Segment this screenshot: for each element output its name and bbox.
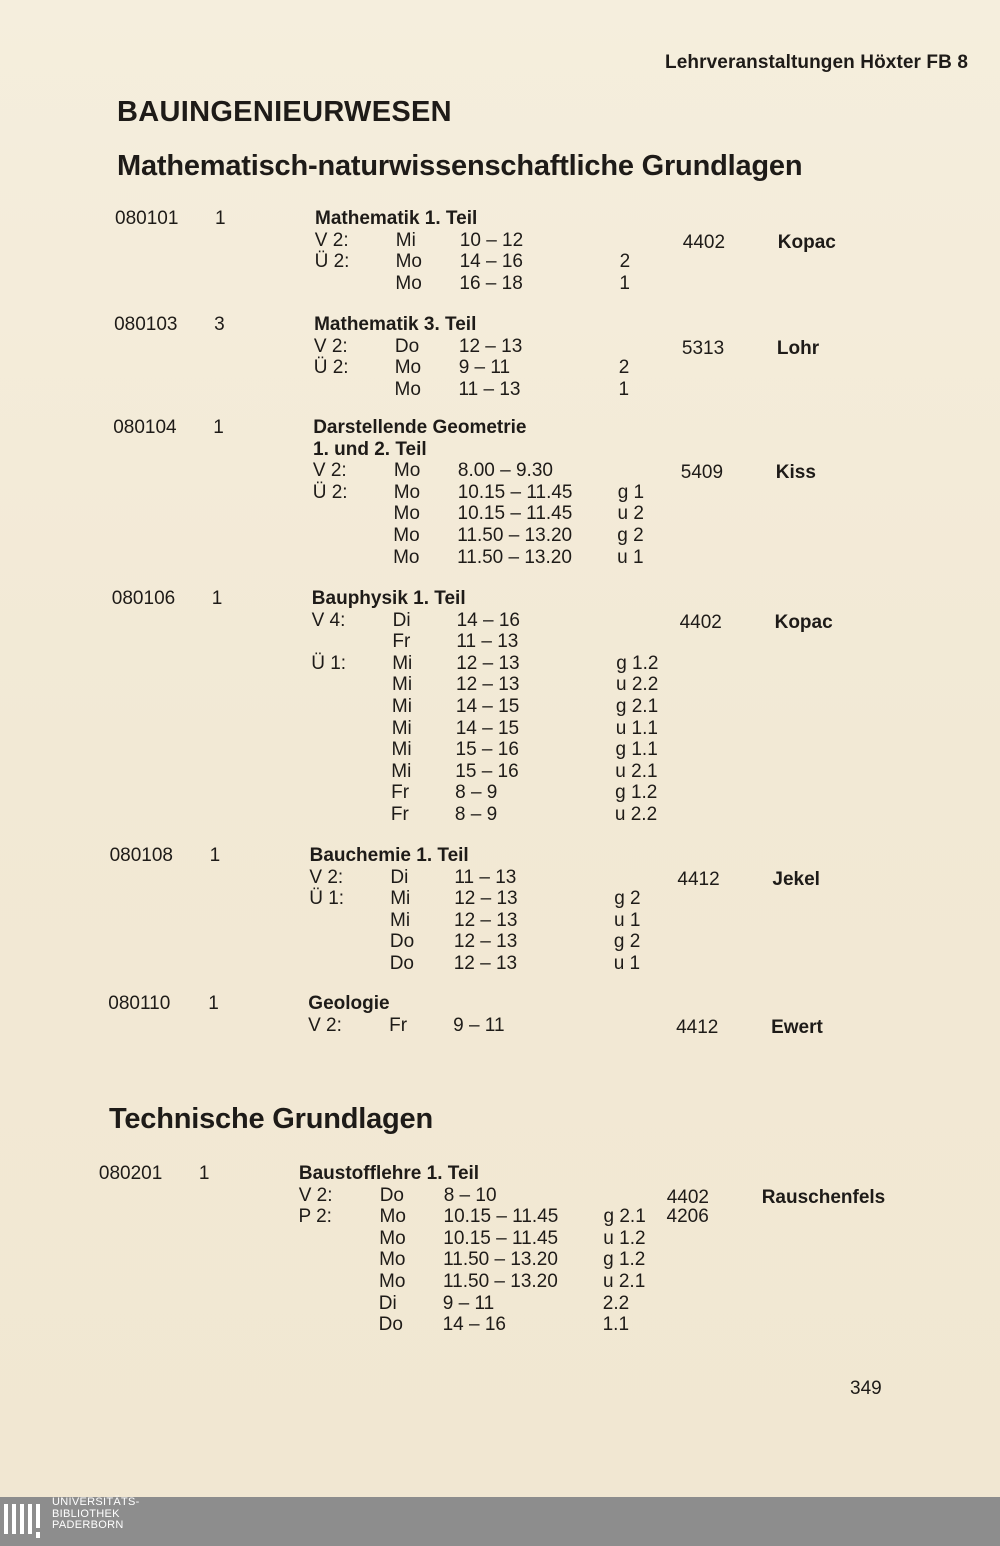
course-lecturer: Kiss bbox=[775, 462, 816, 484]
library-footer bbox=[0, 1497, 1000, 1546]
session-group: u 1.1 bbox=[615, 717, 658, 739]
session-group: 2 bbox=[619, 251, 631, 273]
session-time: 12 – 13 bbox=[453, 931, 518, 953]
session-group: 1.1 bbox=[602, 1314, 630, 1336]
course-number: 080101 bbox=[115, 208, 179, 229]
session-group: u 1 bbox=[614, 909, 641, 931]
session-day: Do bbox=[389, 931, 415, 953]
session-group: g 1 bbox=[617, 481, 645, 503]
session-day: Mi bbox=[391, 739, 412, 761]
session-time: 12 – 13 bbox=[456, 674, 520, 696]
session-time: 8 – 9 bbox=[454, 804, 498, 825]
session-day: Fr bbox=[392, 631, 411, 653]
session-day: Mi bbox=[391, 696, 412, 717]
session-day: Mo bbox=[393, 503, 420, 525]
session-time: 12 – 13 bbox=[456, 652, 520, 674]
course-room: 4412 bbox=[677, 868, 720, 890]
session-day: Do bbox=[379, 1184, 404, 1206]
session-day: Fr bbox=[390, 804, 409, 825]
course-number: 080201 bbox=[98, 1163, 163, 1184]
page-number: 349 bbox=[850, 1378, 882, 1399]
session-day: Mi bbox=[392, 674, 413, 696]
course-title: 1. und 2. Teil bbox=[313, 438, 427, 460]
session-time: 11 – 13 bbox=[456, 631, 519, 653]
course-lecturer: Lohr bbox=[776, 337, 820, 359]
session-day: Di bbox=[392, 609, 411, 631]
session-day: Mo bbox=[393, 546, 420, 568]
course-title: Bauphysik 1. Teil bbox=[311, 588, 466, 609]
session-day: Di bbox=[390, 866, 409, 888]
course-number: 080106 bbox=[111, 588, 176, 609]
course-semester: 1 bbox=[208, 993, 219, 1014]
session-group: g 2 bbox=[617, 525, 644, 546]
session-time: 14 – 15 bbox=[455, 696, 520, 717]
session-time: 12 – 13 bbox=[453, 953, 518, 974]
session-day: Do bbox=[378, 1314, 403, 1336]
session-group: g 1.2 bbox=[603, 1249, 646, 1271]
course-room: 4412 bbox=[676, 1016, 719, 1038]
session-day: Do bbox=[389, 953, 414, 974]
session-group: g 2.1 bbox=[603, 1206, 646, 1228]
session-group: g 1.2 bbox=[616, 652, 659, 674]
session-group: g 2 bbox=[613, 931, 641, 953]
course-semester: 1 bbox=[213, 417, 224, 438]
session-time: 14 – 16 bbox=[456, 609, 520, 631]
course-lecturer: Rauschenfels bbox=[761, 1186, 886, 1208]
session-time: 12 – 13 bbox=[454, 888, 518, 910]
session-group: u 2.1 bbox=[603, 1271, 646, 1292]
session-day: Mi bbox=[395, 229, 416, 251]
course-lecturer: Jekel bbox=[772, 868, 820, 890]
session-type: Ü 1: bbox=[311, 652, 347, 674]
session-time: 9 – 11 bbox=[458, 357, 511, 379]
session-time: 11.50 – 13.20 bbox=[443, 1271, 558, 1292]
course-title: Geologie bbox=[308, 993, 390, 1014]
course-lecturer: Ewert bbox=[771, 1016, 823, 1038]
session-type: Ü 2: bbox=[312, 481, 348, 503]
session-time: 8.00 – 9.30 bbox=[457, 460, 553, 482]
session-time: 8 – 9 bbox=[455, 782, 498, 804]
course-room: 4402 bbox=[666, 1186, 709, 1208]
session-time: 15 – 16 bbox=[455, 739, 519, 761]
course-number: 080108 bbox=[109, 845, 173, 866]
session-time: 10.15 – 11.45 bbox=[443, 1206, 559, 1228]
session-type: V 2: bbox=[298, 1184, 333, 1206]
course-number: 080103 bbox=[114, 314, 178, 335]
session-time: 14 – 16 bbox=[459, 251, 523, 273]
session-day: Mi bbox=[392, 652, 413, 674]
session-day: Mi bbox=[391, 717, 412, 739]
session-group: u 2.1 bbox=[615, 760, 658, 782]
session-day: Fr bbox=[391, 782, 410, 804]
session-day: Mo bbox=[393, 481, 421, 503]
course-number: 080110 bbox=[108, 993, 171, 1014]
session-group: u 1 bbox=[617, 546, 644, 568]
course-title: Bauchemie 1. Teil bbox=[309, 845, 469, 866]
course-title: Darstellende Geometrie bbox=[313, 417, 527, 438]
course-semester: 1 bbox=[209, 845, 221, 866]
library-name-line: UNIVERSITÄTS- bbox=[52, 1496, 140, 1508]
session-time: 15 – 16 bbox=[455, 760, 519, 782]
session-time: 8 – 10 bbox=[443, 1184, 497, 1206]
session-group: u 1 bbox=[613, 953, 641, 974]
library-name-line: BIBLIOTHEK bbox=[52, 1507, 120, 1520]
session-time: 11 – 13 bbox=[458, 378, 521, 400]
session-time: 12 – 13 bbox=[454, 909, 518, 931]
section-title: Technische Grundlagen bbox=[109, 1103, 433, 1135]
session-day: Mo bbox=[379, 1206, 406, 1228]
course-lecturer: Kopac bbox=[777, 231, 836, 253]
course-semester: 1 bbox=[198, 1163, 210, 1184]
session-day: Mo bbox=[394, 378, 421, 400]
session-group: 2 bbox=[618, 357, 630, 379]
session-type: V 4: bbox=[311, 609, 346, 631]
session-group: 2.2 bbox=[602, 1292, 630, 1314]
session-day: Mo bbox=[395, 272, 422, 294]
session-type: P 2: bbox=[298, 1206, 332, 1228]
session-day: Mi bbox=[390, 888, 411, 910]
session-type: V 2: bbox=[312, 460, 347, 482]
session-time: 9 – 11 bbox=[453, 1014, 505, 1036]
session-type: Ü 1: bbox=[309, 888, 345, 910]
course-title: Mathematik 3. Teil bbox=[314, 314, 477, 335]
session-time: 11 – 13 bbox=[454, 866, 517, 888]
session-day: Mi bbox=[391, 760, 412, 782]
course-lecturer: Kopac bbox=[774, 611, 833, 633]
course-title: Baustofflehre 1. Teil bbox=[298, 1163, 480, 1184]
session-day: Di bbox=[378, 1292, 397, 1314]
session-group: g 2 bbox=[614, 888, 641, 910]
session-time: 9 – 11 bbox=[442, 1292, 495, 1314]
course-number: 080104 bbox=[113, 417, 177, 438]
session-day: Mi bbox=[390, 909, 411, 931]
session-time: 10.15 – 11.45 bbox=[457, 481, 573, 503]
session-time: 12 – 13 bbox=[458, 335, 523, 357]
library-name bbox=[52, 1497, 140, 1532]
library-logo-icon bbox=[4, 1504, 46, 1542]
session-type: V 2: bbox=[309, 866, 344, 888]
session-day: Mo bbox=[393, 460, 421, 482]
session-room: 4206 bbox=[666, 1206, 709, 1228]
session-time: 10.15 – 11.45 bbox=[457, 503, 573, 525]
section-title: Mathematisch-naturwissenschaftliche Grundlagen bbox=[117, 150, 803, 182]
course-room: 4402 bbox=[682, 231, 726, 253]
course-title: Mathematik 1. Teil bbox=[315, 208, 478, 229]
session-time: 11.50 – 13.20 bbox=[457, 525, 573, 546]
session-type: Ü 2: bbox=[313, 357, 349, 379]
session-time: 16 – 18 bbox=[459, 272, 523, 294]
session-group: u 2 bbox=[617, 503, 644, 525]
session-time: 14 – 15 bbox=[455, 717, 520, 739]
session-group: g 2.1 bbox=[615, 696, 659, 717]
session-day: Mo bbox=[379, 1271, 406, 1292]
session-type: V 2: bbox=[308, 1014, 342, 1036]
session-time: 10.15 – 11.45 bbox=[443, 1227, 559, 1249]
session-group: u 2.2 bbox=[614, 804, 658, 825]
session-day: Mo bbox=[379, 1227, 406, 1249]
session-type: Ü 2: bbox=[314, 251, 350, 273]
session-time: 14 – 16 bbox=[442, 1314, 506, 1336]
session-group: 1 bbox=[619, 272, 630, 294]
session-group: g 1.1 bbox=[615, 739, 658, 761]
course-room: 5313 bbox=[681, 337, 725, 359]
session-day: Fr bbox=[389, 1014, 408, 1036]
course-semester: 1 bbox=[211, 588, 223, 609]
running-head: Lehrveranstaltungen Höxter FB 8 bbox=[665, 52, 968, 73]
session-time: 11.50 – 13.20 bbox=[443, 1249, 558, 1271]
course-semester: 1 bbox=[215, 208, 226, 229]
session-day: Mo bbox=[393, 525, 420, 546]
session-group: 1 bbox=[618, 378, 630, 400]
session-day: Do bbox=[394, 335, 420, 357]
course-room: 4402 bbox=[679, 611, 722, 633]
session-time: 11.50 – 13.20 bbox=[457, 546, 572, 568]
course-room: 5409 bbox=[680, 462, 724, 484]
session-group: g 1.2 bbox=[615, 782, 658, 804]
session-type: V 2: bbox=[314, 229, 349, 251]
session-time: 10 – 12 bbox=[459, 229, 524, 251]
session-group: u 1.2 bbox=[603, 1227, 646, 1249]
session-day: Mo bbox=[395, 251, 422, 273]
session-day: Mo bbox=[394, 357, 422, 379]
session-day: Mo bbox=[379, 1249, 406, 1271]
library-name-line: PADERBORN bbox=[52, 1519, 124, 1531]
session-group: u 2.2 bbox=[616, 674, 659, 696]
department-title: BAUINGENIEURWESEN bbox=[117, 96, 452, 128]
session-type: V 2: bbox=[313, 335, 348, 357]
course-semester: 3 bbox=[214, 314, 225, 335]
